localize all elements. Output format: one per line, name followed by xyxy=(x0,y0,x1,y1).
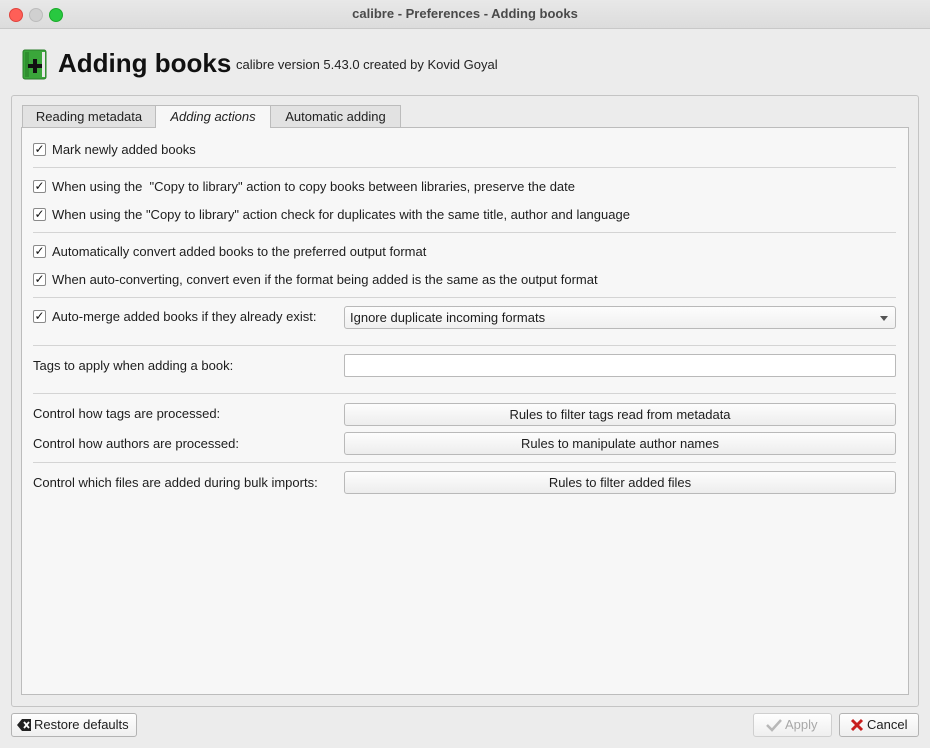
auto-merge-select[interactable] xyxy=(344,306,896,329)
auto-convert-checkbox[interactable]: ✓ xyxy=(34,244,45,258)
copy-check-duplicates-label: When using the "Copy to library" action check for duplicates with the same title, author and language xyxy=(52,207,630,222)
cancel-x-icon xyxy=(850,718,864,732)
chevron-down-icon xyxy=(880,316,888,321)
title-bar xyxy=(0,0,930,29)
window-title: calibre - Preferences - Adding books xyxy=(352,6,578,21)
checkmark-icon xyxy=(766,718,782,732)
auto-convert-same-label: When auto-converting, convert even if the format being added is the same as the output format xyxy=(52,272,598,287)
tags-rules-label: Control how tags are processed: xyxy=(33,406,221,421)
auto-merge-label: Auto-merge added books if they already exist: xyxy=(52,309,317,324)
tab-adding-actions[interactable]: Adding actions xyxy=(155,105,271,128)
auto-convert-label: Automatically convert added books to the preferred output format xyxy=(52,244,427,259)
file-rules-button[interactable]: Rules to filter added files xyxy=(344,471,896,494)
copy-check-duplicates-checkbox[interactable]: ✓ xyxy=(34,207,45,221)
version-text: calibre version 5.43.0 created by Kovid Goyal xyxy=(236,57,498,72)
mark-new-label: Mark newly added books xyxy=(52,142,196,157)
auto-convert-same-checkbox[interactable]: ✓ xyxy=(34,272,45,286)
divider xyxy=(33,462,896,463)
tab-automatic-adding[interactable]: Automatic adding xyxy=(270,105,401,127)
copy-preserve-date-label: When using the "Copy to library" action to copy books between libraries, preserve the date xyxy=(52,179,576,194)
tab-reading-metadata[interactable]: Reading metadata xyxy=(22,105,156,127)
divider xyxy=(33,393,896,394)
file-rules-label: Control which files are added during bulk imports: xyxy=(33,475,318,490)
green-book-plus-icon xyxy=(22,49,48,81)
restore-defaults-label: Restore defaults xyxy=(34,717,129,732)
auto-merge-selected-value: Ignore duplicate incoming formats xyxy=(350,310,546,325)
author-rules-label: Control how authors are processed: xyxy=(33,436,239,451)
tag-rules-button[interactable]: Rules to filter tags read from metadata xyxy=(344,403,896,426)
tags-input[interactable] xyxy=(344,354,896,377)
tags-label: Tags to apply when adding a book: xyxy=(33,358,234,373)
clear-icon xyxy=(17,718,32,732)
divider xyxy=(33,232,896,233)
page-title: Adding books xyxy=(58,48,232,78)
mark-new-checkbox[interactable]: ✓ xyxy=(34,142,45,156)
divider xyxy=(33,345,896,346)
apply-label: Apply xyxy=(785,717,818,732)
apply-button[interactable] xyxy=(753,713,832,737)
author-rules-button[interactable]: Rules to manipulate author names xyxy=(344,432,896,455)
cancel-label: Cancel xyxy=(867,717,908,732)
copy-preserve-date-checkbox[interactable]: ✓ xyxy=(34,179,45,193)
restore-defaults-button[interactable] xyxy=(11,713,137,737)
divider xyxy=(33,167,896,168)
cancel-button[interactable] xyxy=(839,713,919,737)
auto-merge-checkbox[interactable]: ✓ xyxy=(34,309,45,323)
divider xyxy=(33,297,896,298)
